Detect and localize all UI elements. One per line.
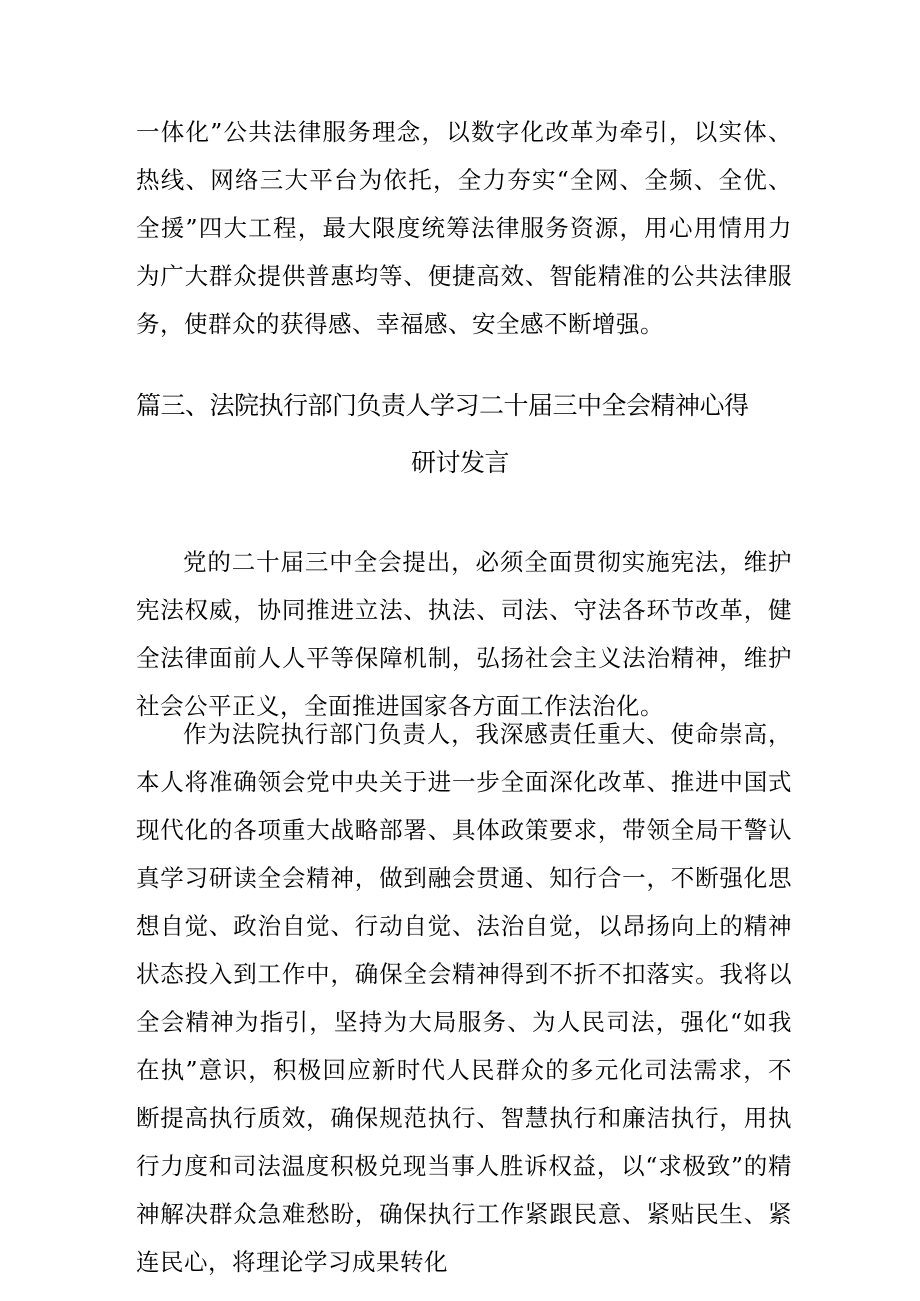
body-paragraph-1: 党的二十届三中全会提出，必须全面贯彻实施宪法，维护宪法权威，协同推进立法、执法、司法、守法各环节改革，健全法律面前人人平等保障机制，弘扬社会主义法治精神，维护社会公平正义，全面推进国家各方面工作法治化。	[136, 548, 792, 720]
body-paragraph-2: 作为法院执行部门负责人，我深感责任重大、使命崇高，本人将准确领会党中央关于进一步全面深化改革、推进中国式现代化的各项重大战略部署、具体政策要求，带领全局干警认真学习研读全会精神，做到融会贯通、知行合一，不断强化思想自觉、政治自觉、行动自觉、法治自觉，以昂扬向上的精神状态投入到工作中，确保全会精神得到不折不扣落实。我将以全会精神为指引，坚持为大局服务、为人民司法，强化“如我在执”意识，积极回应新时代人民群众的多元化司法需求，不断提高执行质效，确保规范执行、智慧执行和廉洁执行，用执行力度和司法温度积极兑现当事人胜诉权益，以“求极致”的精神解决群众急难愁盼，确保执行工作紧跟民意、紧贴民生、紧连民心，将理论学习成果转化	[136, 720, 792, 1276]
continuation-paragraph: 一体化”公共法律服务理念，以数字化改革为牵引，以实体、热线、网络三大平台为依托，全力夯实“全网、全频、全优、全援”四大工程，最大限度统筹法律服务资源，用心用情用力为广大群众提供普惠均等、便捷高效、智能精准的公共法律服务，使群众的获得感、幸福感、安全感不断增强。	[136, 118, 792, 338]
section-title-line-2: 研讨发言	[410, 448, 509, 477]
section-title-line-1: 篇三、法院执行部门负责人学习二十届三中全会精神心得	[136, 391, 749, 420]
